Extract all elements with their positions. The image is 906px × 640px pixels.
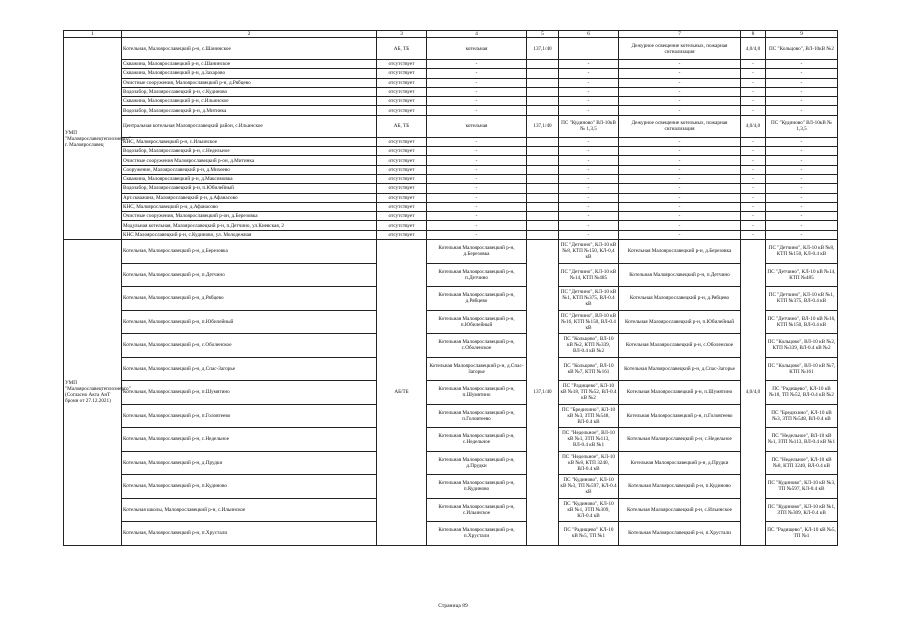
feed-cell: - [559, 212, 619, 221]
category-cell: отсутствует [377, 174, 427, 183]
object-name-cell: Модульная котельная, Малоярославецкий р-н, п.Детчино, ул.Киевская, 2 [122, 221, 377, 230]
source-cell: ПС "Кудиново", КЛ-10 кВ №1, ЗТП №309, КЛ-0.4 кВ [766, 498, 838, 522]
object-type-cell: - [427, 212, 527, 221]
organization-cell: УМП "Малоярославецтеплоэнерго" (Согласно Акта АнТ брони от 27.12.2021) [64, 240, 122, 546]
table-row [64, 475, 838, 499]
feed-cell: - [559, 69, 619, 78]
emergency-load-cell: Дежурное освещение котельных, пожарная сигнализация [619, 115, 741, 137]
object-name-cell: Скважина, Малоярославецкий р-н, с.Шанинское [122, 60, 377, 69]
object-name-cell: Очистные сооружения, Малоярославецкий р-он, д.Березовка [122, 212, 377, 221]
source-cell: - [766, 78, 838, 87]
table-row [64, 97, 838, 106]
object-name-cell: Очистные сооружения Малоярославецкий р-он, д.Митинка [122, 156, 377, 165]
category-cell: отсутствует [377, 230, 427, 239]
table-row [64, 38, 838, 60]
feed-cell: ПС "Радищево", КЛ-10 кВ №18, ТП №52, ВЛ-0.4 кВ №2 [559, 381, 619, 405]
table-row [64, 334, 838, 358]
load-cell: - [741, 202, 766, 211]
feed-cell: - [559, 147, 619, 156]
column-number-header: 8 [741, 31, 766, 38]
feed-cell: - [559, 60, 619, 69]
source-cell: ПС "Радищево", КЛ-10 кВ №5, ТП №1 [766, 522, 838, 546]
object-type-cell: Котельная Малоярославецкий р-н, д.Рябцево [427, 287, 527, 311]
load-cell: - [741, 78, 766, 87]
source-cell: ПС "Детчино", КЛ-10 кВ №1, КТП №375, ВЛ-0.4 кВ [766, 287, 838, 311]
table-row [64, 381, 838, 405]
feed-cell: - [559, 221, 619, 230]
source-cell: - [766, 147, 838, 156]
object-name-cell: Котельная школы, Малоярославецкий р-н, с.Ильинское [122, 498, 377, 522]
object-type-cell: котельная [427, 115, 527, 137]
power-cell [527, 106, 559, 115]
feed-cell: ПС "Детчино", КЛ-10 кВ №8, КТП №150, КЛ-0,4 кВ [559, 240, 619, 264]
emergency-load-cell: Котельная Малоярославецкий р-н, с.Оболенское [619, 334, 741, 358]
column-number-header: 3 [377, 31, 427, 38]
source-cell: - [766, 193, 838, 202]
object-type-cell: Котельная Малоярославецкий р-н, д.Спас-Загорье [427, 357, 527, 381]
table-row [64, 184, 838, 193]
source-cell: ПС "Кудиново", КЛ-10 кВ №3, ТП №597, КЛ-0.4 кВ [766, 475, 838, 499]
feed-cell: ПС "Кудиново", КЛ-10 кВ №3, ТП №597, КЛ-0.4 кВ [559, 475, 619, 499]
object-name-cell: Котельная, Малоярославецкий р-н, п.Кудиново [122, 475, 377, 499]
source-cell: - [766, 202, 838, 211]
load-cell: - [741, 165, 766, 174]
object-type-cell: Котельная Малоярославецкий р-н, с.Оболенское [427, 334, 527, 358]
table-row [64, 230, 838, 239]
category-cell: отсутствует [377, 165, 427, 174]
source-cell: - [766, 97, 838, 106]
table-row [64, 165, 838, 174]
feed-cell: ПС "Кудиново" ВЛ-10кВ № 1,3,5 [559, 115, 619, 137]
emergency-load-cell: Котельная Малоярославецкий р-н, д.Рябцево [619, 287, 741, 311]
power-cell [527, 69, 559, 78]
column-number-header: 2 [122, 31, 377, 38]
object-name-cell: Сооружение, Малоярославецкий р-н, д.Михеево [122, 165, 377, 174]
emergency-load-cell: Котельная Малоярославецкий р-н, п.Головтеево [619, 404, 741, 428]
feed-cell: - [559, 106, 619, 115]
feed-cell: ПС "Детчино", ВЛ-10 кВ №16, КТП №150, ВЛ-0.4 кВ [559, 310, 619, 334]
table-row [64, 263, 838, 287]
object-type-cell: Котельная Малоярославецкий р-н, п.Детчино [427, 263, 527, 287]
emergency-load-cell: - [619, 212, 741, 221]
load-cell: - [741, 221, 766, 230]
feed-cell: - [559, 230, 619, 239]
feed-cell: - [559, 202, 619, 211]
emergency-load-cell: Котельная Малоярославецкий р-н, п.Кудиново [619, 475, 741, 499]
object-type-cell: - [427, 97, 527, 106]
column-number-header: 6 [559, 31, 619, 38]
emergency-load-cell: - [619, 97, 741, 106]
load-cell: 4,0/4,0 [741, 240, 766, 546]
object-type-cell: - [427, 193, 527, 202]
source-cell: ПС "Детчино", ВЛ-10 кВ №16, КТП №150, ВЛ-0.4 кВ [766, 310, 838, 334]
object-type-cell: Котельная Малоярославецкий р-н, д.Прудки [427, 451, 527, 475]
source-cell: ПС "Кольцово", ВЛ-10 кВ №7, КТП №161 [766, 357, 838, 381]
load-cell: - [741, 137, 766, 146]
emergency-load-cell: - [619, 69, 741, 78]
object-type-cell: - [427, 60, 527, 69]
table-row [64, 451, 838, 475]
emergency-load-cell: - [619, 78, 741, 87]
emergency-load-cell: - [619, 60, 741, 69]
load-cell: 4,0/4,0 [741, 38, 766, 60]
load-cell: - [741, 212, 766, 221]
object-type-cell: - [427, 230, 527, 239]
table-row [64, 522, 838, 546]
object-type-cell: - [427, 156, 527, 165]
source-cell: ПС "Кудиново" ВЛ-10кВ № 1,3,5 [766, 115, 838, 137]
power-cell [527, 230, 559, 239]
load-cell: - [741, 97, 766, 106]
category-cell: отсутствует [377, 137, 427, 146]
emergency-load-cell: Котельная Малоярославецкий р-н, с.Ильинское [619, 498, 741, 522]
emergency-load-cell: - [619, 193, 741, 202]
object-type-cell: - [427, 184, 527, 193]
object-name-cell: Скважина, Малоярославецкий р-н, с.Ильинское [122, 97, 377, 106]
table-row [64, 193, 838, 202]
object-type-cell: - [427, 202, 527, 211]
power-cell [527, 202, 559, 211]
object-type-cell: Котельная Малоярославецкий р-н, д.Березовка [427, 240, 527, 264]
table-row [64, 287, 838, 311]
emergency-load-cell: Котельная Малоярославецкий р-н, п.Детчино [619, 263, 741, 287]
table-body [64, 31, 838, 546]
feed-cell: - [559, 174, 619, 183]
object-name-cell: Котельная, Малоярославецкий р-н, д.Рябцево [122, 287, 377, 311]
feed-cell: ПС "Бредихино", КЛ-10 кВ №3, ЗТП №548, ВЛ-0.4 кВ [559, 404, 619, 428]
category-cell: отсутствует [377, 106, 427, 115]
object-name-cell: Котельная, Малоярославецкий р-н, с.Недельное [122, 428, 377, 452]
category-cell: АБ/ТБ [377, 240, 427, 546]
emergency-load-cell: - [619, 137, 741, 146]
table-row [64, 212, 838, 221]
object-name-cell: Котельная, Малоярославецкий р-н, п.Хрустали [122, 522, 377, 546]
object-name-cell: Водозабор, Малоярославецкий р-н, с.Недельное [122, 147, 377, 156]
object-name-cell: Котельная, Малоярославецкий р-н, д.Березовка [122, 240, 377, 264]
power-cell [527, 165, 559, 174]
organization-cell: УМП "Малоярославецтеплоэнерго" г. Малоярославец [64, 38, 122, 240]
power-cell [527, 184, 559, 193]
category-cell: отсутствует [377, 202, 427, 211]
table-row [64, 240, 838, 264]
source-cell: - [766, 174, 838, 183]
emergency-load-cell: Дежурное освещение котельных, пожарная сигнализация [619, 38, 741, 60]
emergency-load-cell: - [619, 87, 741, 96]
source-cell: - [766, 165, 838, 174]
power-cell [527, 212, 559, 221]
table-row [64, 115, 838, 137]
category-cell: АБ, ТБ [377, 115, 427, 137]
source-cell: - [766, 230, 838, 239]
feed-cell: - [559, 97, 619, 106]
power-cell [527, 87, 559, 96]
table-row [64, 69, 838, 78]
emergency-load-cell: - [619, 106, 741, 115]
category-cell: отсутствует [377, 221, 427, 230]
column-number-header: 9 [766, 31, 838, 38]
object-name-cell: Котельная, Малоярославецкий р-н, п.Головтеево [122, 404, 377, 428]
table-row [64, 404, 838, 428]
table-row [64, 156, 838, 165]
source-cell: ПС "Недельное", ВЛ-10 кВ №1, ЗТП №113, ВЛ-0.4 кВ №1 [766, 428, 838, 452]
feed-cell: ПС "Кудиново", КЛ-10 кВ №1, ЗТП №309, КЛ-0.4 кВ [559, 498, 619, 522]
column-number-header: 4 [427, 31, 527, 38]
category-cell: отсутствует [377, 60, 427, 69]
feed-cell: - [559, 137, 619, 146]
object-type-cell: котельная [427, 38, 527, 60]
object-name-cell: Водозабор, Малоярославецкий р-н, с.Кудиново [122, 87, 377, 96]
power-cell [527, 60, 559, 69]
document-table-container [63, 30, 837, 546]
feed-cell: - [559, 193, 619, 202]
source-cell: - [766, 156, 838, 165]
object-type-cell: - [427, 69, 527, 78]
power-cell [527, 156, 559, 165]
load-cell: 4,0/4,0 [741, 115, 766, 137]
power-cell [527, 137, 559, 146]
object-name-cell: Котельная, Малоярославецкий р-н, п.Детчино [122, 263, 377, 287]
object-type-cell: Котельная Малоярославецкий р-н, п.Юбилейный [427, 310, 527, 334]
feed-cell: ПС "Детчино", КЛ-10 кВ №1, КТП №375, ВЛ-0.4 кВ [559, 287, 619, 311]
feed-cell: ПС "Радищево" КЛ-10 кВ №5, ТП №1 [559, 522, 619, 546]
category-cell: отсутствует [377, 147, 427, 156]
table-row [64, 428, 838, 452]
category-cell: отсутствует [377, 156, 427, 165]
object-type-cell: Котельная Малоярославецкий р-н, п.Головтеево [427, 404, 527, 428]
emergency-load-cell: - [619, 221, 741, 230]
object-name-cell: КНС Малоярославецкий р-н, с.Кудиново, ул. Молодежная [122, 230, 377, 239]
table-row [64, 106, 838, 115]
feed-cell: ПС "Недельное", КЛ-10 кВ №8, КТП 3240, ВЛ-0.4 кВ [559, 451, 619, 475]
object-type-cell: - [427, 147, 527, 156]
table-row [64, 60, 838, 69]
load-cell: - [741, 69, 766, 78]
object-name-cell: Скважина, Малоярославецкий р-н, д.Максимовка [122, 174, 377, 183]
feed-cell: - [559, 184, 619, 193]
source-cell: ПС "Бредихино", КЛ-10 кВ №3, ЗТП №548, ВЛ-0.4 кВ [766, 404, 838, 428]
category-cell: отсутствует [377, 193, 427, 202]
power-cell [527, 78, 559, 87]
feed-cell: ПС "Кольцово", ВЛ-10 кВ №2, КТП №339, ВЛ-0.4 кВ №2 [559, 334, 619, 358]
feed-cell: - [559, 165, 619, 174]
object-type-cell: - [427, 221, 527, 230]
feed-cell: ПС "Недельное", ВЛ-10 кВ №1, ЗТП №113, ВЛ-0.4 кВ №1 [559, 428, 619, 452]
column-number-header: 1 [64, 31, 122, 38]
source-cell: - [766, 87, 838, 96]
emergency-load-cell: Котельная Малоярославецкий р-н, д.Прудки [619, 451, 741, 475]
feed-cell: - [559, 87, 619, 96]
table-row [64, 498, 838, 522]
source-cell: ПС "Кольцово", ВЛ-10кВ №2 [766, 38, 838, 60]
feed-cell: - [559, 78, 619, 87]
category-cell: отсутствует [377, 97, 427, 106]
source-cell: - [766, 60, 838, 69]
category-cell: отсутствует [377, 69, 427, 78]
feed-cell [559, 38, 619, 60]
object-name-cell: КНС, Малоярославецкий р-н, с.Ильинское [122, 137, 377, 146]
emergency-load-cell: Котельная Малоярославецкий р-н, п.Юбилейный [619, 310, 741, 334]
emergency-load-cell: - [619, 184, 741, 193]
object-name-cell: Водозабор, Малоярославецкий р-н, п.Юбилейный [122, 184, 377, 193]
source-cell: ПС "Недельное", КЛ-10 кВ №8, КТП 3240, ВЛ-0.4 кВ [766, 451, 838, 475]
category-cell: отсутствует [377, 87, 427, 96]
category-cell: отсутствует [377, 78, 427, 87]
table-row [64, 221, 838, 230]
emergency-load-cell: - [619, 147, 741, 156]
emergency-load-cell: Котельная Малоярославецкий р-н, п.Хрустали [619, 522, 741, 546]
source-cell: - [766, 69, 838, 78]
object-type-cell: Котельная Малоярославецкий р-н, с.Недельное [427, 428, 527, 452]
load-cell: - [741, 60, 766, 69]
feed-cell: - [559, 156, 619, 165]
object-name-cell: Котельная, Малоярославецкий р-н, д.Спас-Загорье [122, 357, 377, 381]
power-supply-table [63, 30, 838, 546]
load-cell: - [741, 174, 766, 183]
table-row [64, 357, 838, 381]
emergency-load-cell: - [619, 165, 741, 174]
object-name-cell: Водозабор, Малоярославецкий р-н, д.Митинка [122, 106, 377, 115]
object-name-cell: КНС, Малоярославецкий р-н, д.Афанасово [122, 202, 377, 211]
object-type-cell: - [427, 87, 527, 96]
power-cell: 137,1/40 [527, 38, 559, 60]
feed-cell: ПС "Детчино", КЛ-10 кВ №14, КТП №485 [559, 263, 619, 287]
page-number: Страница 89 [438, 603, 468, 609]
power-cell: 137,1/40 [527, 240, 559, 546]
load-cell: - [741, 230, 766, 239]
source-cell: - [766, 106, 838, 115]
power-cell [527, 147, 559, 156]
column-number-header: 5 [527, 31, 559, 38]
table-row [64, 87, 838, 96]
table-row [64, 78, 838, 87]
emergency-load-cell: - [619, 202, 741, 211]
object-name-cell: Очистные сооружения, Малоярославецкий р-н, д.Рябцево [122, 78, 377, 87]
load-cell: - [741, 147, 766, 156]
power-cell [527, 221, 559, 230]
object-name-cell: Котельная, Малоярославецкий р-н, п.Юбилейный [122, 310, 377, 334]
power-cell: 137,1/40 [527, 115, 559, 137]
emergency-load-cell: - [619, 156, 741, 165]
object-type-cell: - [427, 78, 527, 87]
table-row [64, 174, 838, 183]
power-cell [527, 97, 559, 106]
table-row [64, 147, 838, 156]
category-cell: отсутствует [377, 184, 427, 193]
object-type-cell: Котельная Малоярославецкий р-н, п.Кудиново [427, 475, 527, 499]
load-cell: - [741, 184, 766, 193]
object-name-cell: Арт.скважина, Малоярославецкий р-н, д.Афанасово [122, 193, 377, 202]
load-cell: - [741, 106, 766, 115]
object-name-cell: Котельная, Малоярославецкий р-н, с.Шанинское [122, 38, 377, 60]
load-cell: - [741, 87, 766, 96]
column-number-header: 7 [619, 31, 741, 38]
table-row [64, 202, 838, 211]
category-cell: отсутствует [377, 212, 427, 221]
source-cell: - [766, 212, 838, 221]
object-name-cell: Котельная, Малоярославецкий р-н, д.Прудки [122, 451, 377, 475]
source-cell: - [766, 137, 838, 146]
header-row [64, 31, 838, 38]
object-type-cell: Котельная Малоярославецкий р-н, с.Ильинское [427, 498, 527, 522]
source-cell: - [766, 184, 838, 193]
object-name-cell: Центральная котельная Малоярославецкий район, с.Ильинское [122, 115, 377, 137]
object-name-cell: Котельная, Малоярославецкий р-н, с.Оболенское [122, 334, 377, 358]
power-cell [527, 193, 559, 202]
object-name-cell: Скважина, Малоярославецкий р-н, д.Захарово [122, 69, 377, 78]
emergency-load-cell: Котельная Малоярославецкий р-н, д.Спас-Загорье [619, 357, 741, 381]
emergency-load-cell: Котельная Малоярославецкий р-н, п.Шумятино [619, 381, 741, 405]
load-cell: - [741, 156, 766, 165]
category-cell: АБ, ТБ [377, 38, 427, 60]
emergency-load-cell: Котельная Малоярославецкий р-н, с.Недельное [619, 428, 741, 452]
table-row [64, 310, 838, 334]
object-type-cell: - [427, 174, 527, 183]
object-name-cell: Котельная, Малоярославецкий р-н, п.Шумятино [122, 381, 377, 405]
feed-cell: ПС "Кольцово", ВЛ-10 кВ №7, КТП №161 [559, 357, 619, 381]
object-type-cell: Котельная Малоярославецкий р-н, п.Шумятино [427, 381, 527, 405]
source-cell: ПС "Радищево", КЛ-10 кВ №18, ТП №52, ВЛ-0.4 кВ №2 [766, 381, 838, 405]
load-cell: - [741, 193, 766, 202]
source-cell: ПС "Детчино", КЛ-10 кВ №14, КТП №485 [766, 263, 838, 287]
object-type-cell: - [427, 165, 527, 174]
source-cell: ПС "Детчино", КЛ-10 кВ №8, КТП №150, КЛ-0.4 кВ [766, 240, 838, 264]
source-cell: - [766, 221, 838, 230]
power-cell [527, 174, 559, 183]
object-type-cell: - [427, 137, 527, 146]
object-type-cell: Котельная Малоярославецкий р-н, п.Хрустали [427, 522, 527, 546]
table-row [64, 137, 838, 146]
object-type-cell: - [427, 106, 527, 115]
source-cell: ПС "Кольцово", ВЛ-10 кВ №2, КТП №339, ВЛ-0.4 кВ №2 [766, 334, 838, 358]
emergency-load-cell: - [619, 230, 741, 239]
emergency-load-cell: Котельная Малоярославецкий р-н, д.Березовка [619, 240, 741, 264]
emergency-load-cell: - [619, 174, 741, 183]
